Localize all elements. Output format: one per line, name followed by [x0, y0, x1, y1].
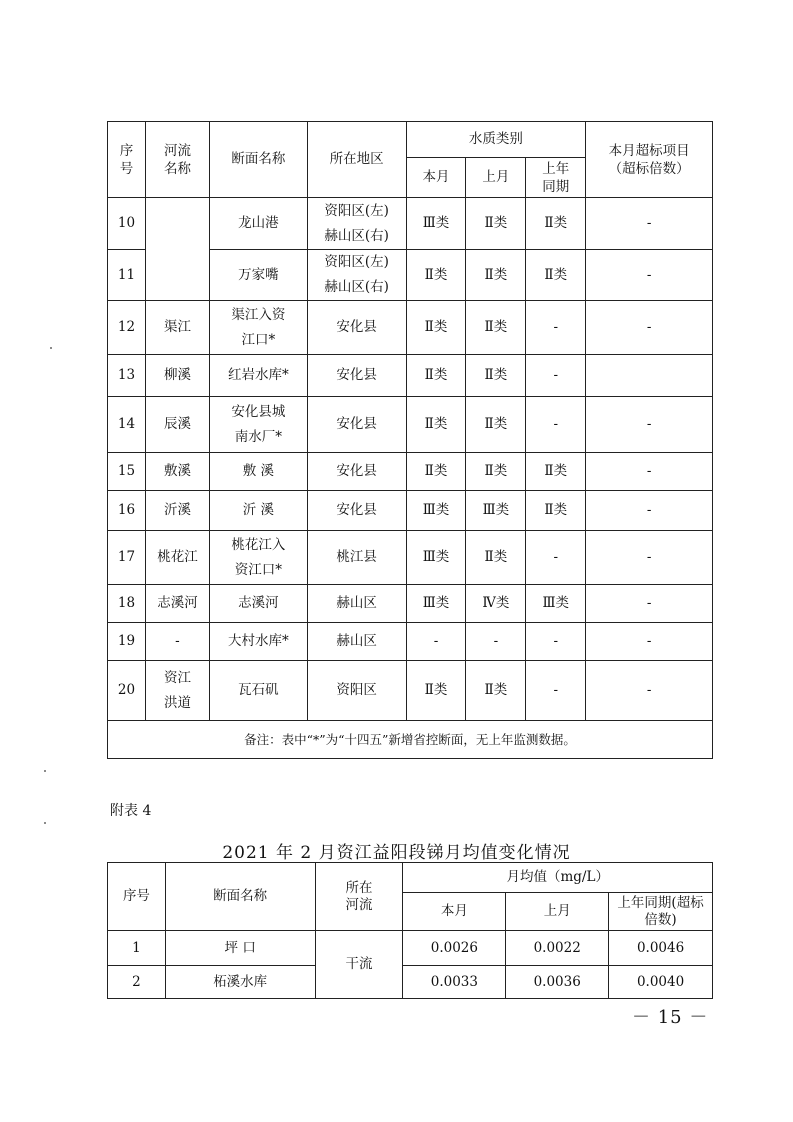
- table-row: [108, 661, 713, 721]
- cell-seq: 15: [108, 453, 146, 491]
- cell-section: 敷 溪: [209, 453, 307, 491]
- cell-last: Ⅱ类: [466, 453, 526, 491]
- cell-current: Ⅲ类: [406, 585, 466, 623]
- scan-speck: [44, 822, 46, 824]
- cell-current: Ⅲ类: [406, 491, 466, 531]
- cell-river: 桃花江: [145, 531, 209, 585]
- cell-last: Ⅱ类: [466, 250, 526, 301]
- cell-current: Ⅱ类: [406, 397, 466, 453]
- cell-section: 渠江入资江口*: [209, 301, 307, 355]
- table-row: [108, 966, 713, 999]
- table2-title: 2021 年 2 月资江益阳段锑月均值变化情况: [222, 843, 571, 863]
- cell-last: 0.0022: [506, 931, 609, 966]
- cell-river: 志溪河: [145, 585, 209, 623]
- header-exceed: 本月超标项目（超标倍数）: [586, 122, 713, 198]
- table-row: [108, 198, 713, 250]
- cell-section: 志溪河: [209, 585, 307, 623]
- cell-river: 沂溪: [145, 491, 209, 531]
- cell-exceed: -: [586, 491, 713, 531]
- table-note: 备注：表中“*”为“十四五”新增省控断面，无上年监测数据。: [108, 721, 713, 759]
- cell-section: 万家嘴: [209, 250, 307, 301]
- header-river: 河流名称: [145, 122, 209, 198]
- cell-lastyear: 0.0040: [609, 966, 713, 999]
- header-last: 上月: [506, 893, 609, 931]
- cell-current: Ⅱ类: [406, 661, 466, 721]
- cell-last: Ⅱ类: [466, 661, 526, 721]
- cell-lastyear: Ⅱ类: [526, 453, 586, 491]
- scan-speck: [50, 347, 52, 349]
- cell-section: 沂 溪: [209, 491, 307, 531]
- table-row: [108, 623, 713, 661]
- cell-current: Ⅱ类: [406, 355, 466, 397]
- cell-seq: 16: [108, 491, 146, 531]
- cell-river: 渠江: [145, 301, 209, 355]
- cell-seq: 11: [108, 250, 146, 301]
- cell-exceed: -: [586, 250, 713, 301]
- cell-exceed: -: [586, 623, 713, 661]
- cell-section: 坪 口: [165, 931, 315, 966]
- cell-region: 赫山区: [307, 623, 406, 661]
- cell-lastyear: Ⅱ类: [526, 491, 586, 531]
- cell-seq: 20: [108, 661, 146, 721]
- cell-seq: 17: [108, 531, 146, 585]
- table-row: [108, 931, 713, 966]
- header-section: 断面名称: [165, 863, 315, 931]
- cell-lastyear: Ⅲ类: [526, 585, 586, 623]
- cell-region: 安化县: [307, 453, 406, 491]
- table-row: [108, 531, 713, 585]
- table-row: [108, 453, 713, 491]
- table-row: [108, 491, 713, 531]
- cell-region: 资阳区(左)赫山区(右): [307, 250, 406, 301]
- water-quality-table: [107, 121, 713, 759]
- cell-last: Ⅱ类: [466, 301, 526, 355]
- cell-region: 安化县: [307, 355, 406, 397]
- cell-region: 桃江县: [307, 531, 406, 585]
- cell-current: Ⅲ类: [406, 531, 466, 585]
- cell-seq: 12: [108, 301, 146, 355]
- cell-last: -: [466, 623, 526, 661]
- cell-seq: 2: [108, 966, 166, 999]
- cell-section: 柘溪水库: [165, 966, 315, 999]
- cell-lastyear: -: [526, 531, 586, 585]
- table-row: [108, 355, 713, 397]
- antimony-table: [107, 862, 713, 999]
- cell-seq: 19: [108, 623, 146, 661]
- header-lastyear: 上年同期: [526, 158, 586, 198]
- header-section: 断面名称: [209, 122, 307, 198]
- header-current: 本月: [403, 893, 506, 931]
- cell-last: Ⅲ类: [466, 491, 526, 531]
- cell-seq: 18: [108, 585, 146, 623]
- cell-current: Ⅱ类: [406, 250, 466, 301]
- cell-exceed: -: [586, 301, 713, 355]
- header-lastyear: 上年同期(超标倍数): [609, 893, 713, 931]
- header-quality: 水质类别: [406, 122, 586, 158]
- note-row: [108, 721, 713, 759]
- cell-section: 大村水库*: [209, 623, 307, 661]
- cell-seq: 10: [108, 198, 146, 250]
- header-region: 所在地区: [307, 122, 406, 198]
- cell-river: 柳溪: [145, 355, 209, 397]
- cell-river: 敷溪: [145, 453, 209, 491]
- cell-lastyear: -: [526, 355, 586, 397]
- cell-current: Ⅱ类: [406, 301, 466, 355]
- cell-lastyear: -: [526, 661, 586, 721]
- cell-exceed: -: [586, 585, 713, 623]
- cell-exceed: -: [586, 531, 713, 585]
- cell-seq: 14: [108, 397, 146, 453]
- cell-section: 桃花江入资江口*: [209, 531, 307, 585]
- header-last: 上月: [466, 158, 526, 198]
- cell-region: 安化县: [307, 301, 406, 355]
- cell-last: 0.0036: [506, 966, 609, 999]
- cell-exceed: -: [586, 453, 713, 491]
- cell-current: Ⅲ类: [406, 198, 466, 250]
- cell-current: 0.0026: [403, 931, 506, 966]
- cell-exceed: -: [586, 198, 713, 250]
- table-row: [108, 585, 713, 623]
- cell-lastyear: -: [526, 397, 586, 453]
- cell-seq: 13: [108, 355, 146, 397]
- cell-river: 辰溪: [145, 397, 209, 453]
- cell-seq: 1: [108, 931, 166, 966]
- cell-last: Ⅱ类: [466, 198, 526, 250]
- cell-exceed: -: [586, 397, 713, 453]
- cell-last: Ⅱ类: [466, 397, 526, 453]
- cell-last: Ⅱ类: [466, 531, 526, 585]
- cell-river: 干流: [315, 931, 403, 999]
- cell-current: Ⅱ类: [406, 453, 466, 491]
- cell-lastyear: -: [526, 623, 586, 661]
- cell-section: 安化县城南水厂*: [209, 397, 307, 453]
- cell-region: 安化县: [307, 491, 406, 531]
- page-number: － 15 －: [632, 1007, 709, 1028]
- cell-river: -: [145, 623, 209, 661]
- table-row: [108, 301, 713, 355]
- header-seq: 序号: [108, 122, 146, 198]
- cell-lastyear: Ⅱ类: [526, 198, 586, 250]
- cell-lastyear: -: [526, 301, 586, 355]
- cell-region: 赫山区: [307, 585, 406, 623]
- cell-current: -: [406, 623, 466, 661]
- appendix-label: 附表 4: [110, 803, 152, 819]
- header-seq: 序号: [108, 863, 166, 931]
- cell-last: Ⅳ类: [466, 585, 526, 623]
- header-current: 本月: [406, 158, 466, 198]
- cell-lastyear: 0.0046: [609, 931, 713, 966]
- cell-region: 安化县: [307, 397, 406, 453]
- cell-river: [145, 198, 209, 301]
- cell-last: Ⅱ类: [466, 355, 526, 397]
- header-river: 所在河流: [315, 863, 403, 931]
- cell-section: 红岩水库*: [209, 355, 307, 397]
- scan-speck: [44, 770, 46, 772]
- cell-exceed: [586, 355, 713, 397]
- cell-lastyear: Ⅱ类: [526, 250, 586, 301]
- cell-region: 资阳区: [307, 661, 406, 721]
- table-row: [108, 397, 713, 453]
- cell-exceed: -: [586, 661, 713, 721]
- cell-region: 资阳区(左)赫山区(右): [307, 198, 406, 250]
- cell-section: 龙山港: [209, 198, 307, 250]
- cell-current: 0.0033: [403, 966, 506, 999]
- cell-river: 资江洪道: [145, 661, 209, 721]
- cell-section: 瓦石矶: [209, 661, 307, 721]
- header-avg: 月均值（mg/L）: [403, 863, 713, 893]
